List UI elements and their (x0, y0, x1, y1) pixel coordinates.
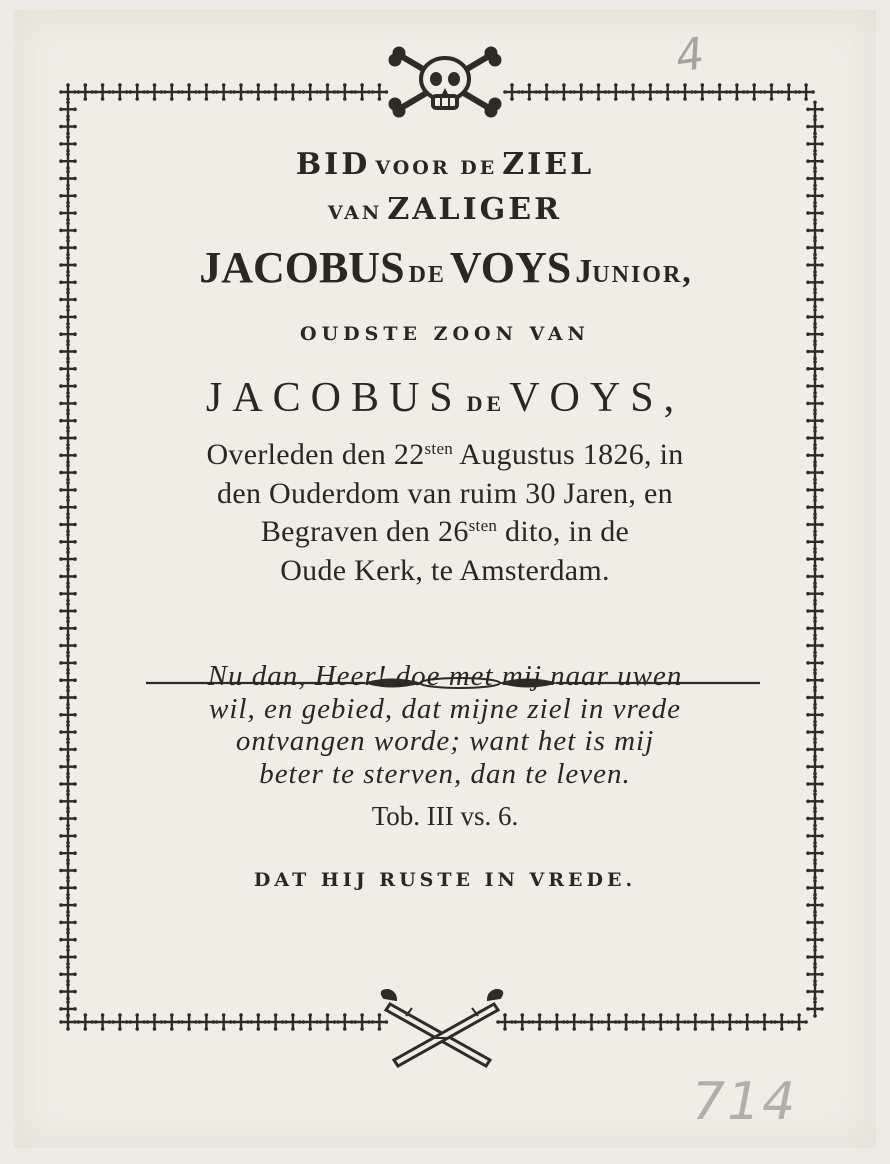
invocation-line: BID VOOR DE ZIEL (295, 147, 595, 182)
crossed-torches-icon (382, 990, 503, 1066)
scripture-reference: Tob. III vs. 6. (371, 801, 519, 831)
skull-crossbones-icon (389, 47, 501, 117)
relation-line: OUDSTE ZOON VAN (300, 323, 590, 345)
zaliger-line: VAN ZALIGER (327, 192, 563, 227)
father-name: JACOBUS DE VOYS, (205, 375, 685, 421)
death-details: Overleden den $22^{sten}$ Augustus 1826, in den Ouderdom van ruim 30 Jaren, en Begraven den $26^{sten}$ dito, in de Oude Kerk, te Amsterdam. (206, 438, 684, 587)
prayer-quote: Nu dan, Heer! doe met mij naar uwen wil, en gebied, dat mijne ziel in vrede ontvangen worde; want het is mij beter te sterven, dan te leven. (207, 660, 683, 790)
closing-line: DAT HIJ RUSTE IN VREDE. (253, 869, 637, 891)
pencil-mark-bottom: 714 (692, 1072, 798, 1132)
deceased-name: JACOBUS DE VOYS JUNIOR, (199, 243, 691, 292)
card-text (100, 140, 790, 900)
pencil-mark-top: 4 (672, 28, 708, 83)
